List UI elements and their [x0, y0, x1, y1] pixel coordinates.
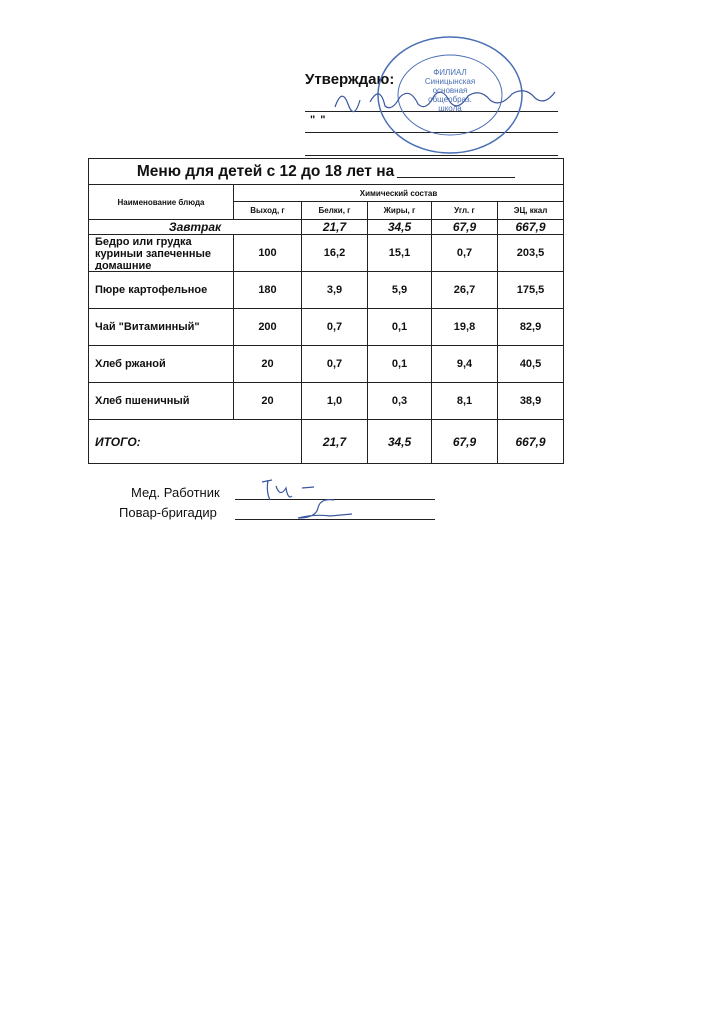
header-fat: Жиры, г: [368, 202, 432, 220]
table-row: [89, 346, 564, 383]
dish-protein: 3,9: [302, 272, 368, 309]
section-fat: 34,5: [368, 220, 432, 235]
dish-energy: 203,5: [498, 235, 564, 272]
title-row: [89, 159, 564, 185]
dish-name: Чай "Витаминный": [89, 309, 234, 346]
total-energy: 667,9: [498, 420, 564, 464]
total-row: [89, 420, 564, 464]
med-worker-label: Мед. Работник: [131, 485, 220, 500]
dish-carbs: 9,4: [432, 346, 498, 383]
table-row: [89, 235, 564, 272]
dish-fat: 0,1: [368, 346, 432, 383]
dish-fat: 0,1: [368, 309, 432, 346]
stamp-line: основная: [432, 86, 468, 95]
section-label: Завтрак: [89, 220, 302, 235]
dish-output: 20: [234, 346, 302, 383]
dish-output: 200: [234, 309, 302, 346]
dish-protein: 0,7: [302, 346, 368, 383]
menu-title-cell: [89, 159, 564, 185]
dish-fat: 5,9: [368, 272, 432, 309]
dish-energy: 175,5: [498, 272, 564, 309]
dish-fat: 0,3: [368, 383, 432, 420]
head-cook-label: Повар-бригадир: [119, 505, 217, 520]
header-energy: ЭЦ, ккал: [498, 202, 564, 220]
header-output: Выход, г: [234, 202, 302, 220]
stamp-line: Синицынская: [424, 77, 476, 86]
dish-output: 20: [234, 383, 302, 420]
dish-name: Хлеб пшеничный: [89, 383, 234, 420]
dish-energy: 82,9: [498, 309, 564, 346]
section-carbs: 67,9: [432, 220, 498, 235]
stamp-line: ФИЛИАЛ: [433, 68, 467, 77]
director-signature: [330, 82, 560, 122]
date-blank: [397, 163, 515, 178]
dish-name: [89, 235, 234, 272]
dish-carbs: 26,7: [432, 272, 498, 309]
dish-carbs: 0,7: [432, 235, 498, 272]
total-protein: 21,7: [302, 420, 368, 464]
table-row: [89, 309, 564, 346]
header-name: Наименование блюда: [89, 185, 234, 220]
dish-fat: 15,1: [368, 235, 432, 272]
stamp-line: общеобраз.: [428, 95, 472, 104]
section-protein: 21,7: [302, 220, 368, 235]
approval-label: Утверждаю:: [305, 71, 395, 88]
total-carbs: 67,9: [432, 420, 498, 464]
dish-carbs: 8,1: [432, 383, 498, 420]
head-cook-signature: [290, 496, 360, 522]
dish-name-text: Бедро или грудка куриныи запеченные домашние: [95, 236, 212, 270]
header-composition: Химический состав: [234, 185, 564, 202]
stamp-line: школа: [438, 104, 462, 113]
approval-date-quotes: " ": [310, 114, 327, 126]
header-protein: Белки, г: [302, 202, 368, 220]
table-row: [89, 383, 564, 420]
menu-table: [88, 158, 564, 464]
dish-name: Хлеб ржаной: [89, 346, 234, 383]
dish-name: Пюре картофельное: [89, 272, 234, 309]
header-row: [89, 185, 564, 202]
dish-protein: 0,7: [302, 309, 368, 346]
total-label: ИТОГО:: [89, 420, 302, 464]
dish-carbs: 19,8: [432, 309, 498, 346]
section-row: [89, 220, 564, 235]
dish-protein: 1,0: [302, 383, 368, 420]
total-fat: 34,5: [368, 420, 432, 464]
dish-energy: 38,9: [498, 383, 564, 420]
table-row: [89, 272, 564, 309]
dish-protein: 16,2: [302, 235, 368, 272]
header-carbs: Угл. г: [432, 202, 498, 220]
section-energy: 667,9: [498, 220, 564, 235]
dish-energy: 40,5: [498, 346, 564, 383]
menu-title: Меню для детей с 12 до 18 лет на: [136, 162, 395, 180]
dish-output: 100: [234, 235, 302, 272]
dish-output: 180: [234, 272, 302, 309]
